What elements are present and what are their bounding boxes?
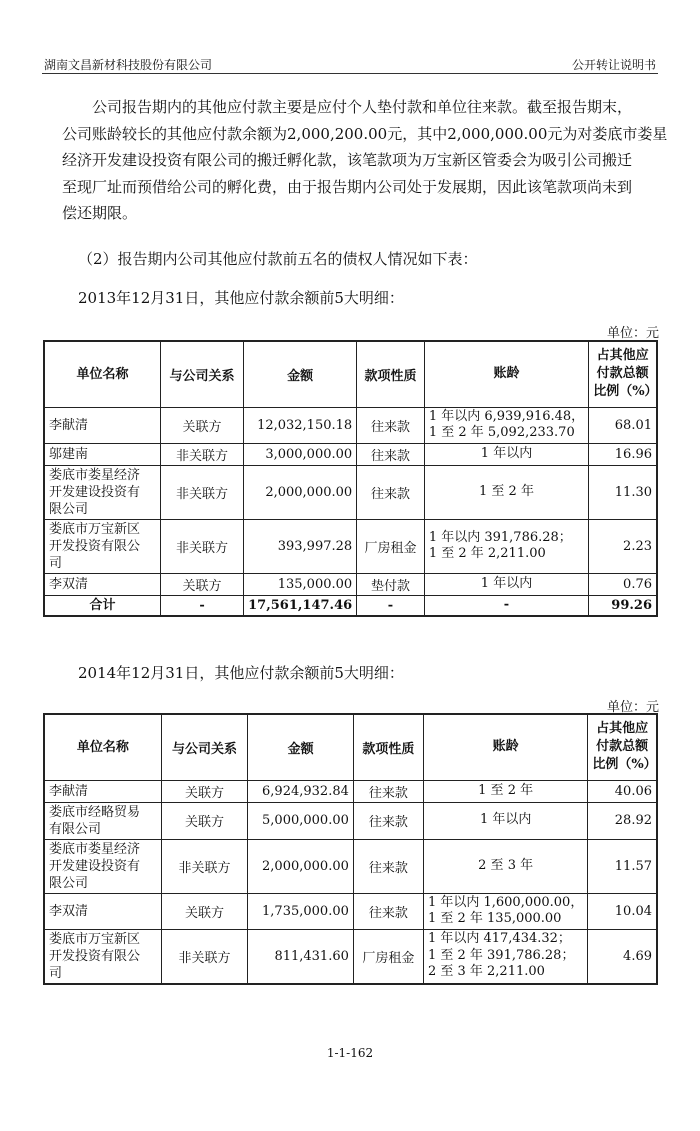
cell-pct: 0.76 bbox=[589, 573, 657, 595]
col-pct-line: 占其他应 bbox=[596, 721, 649, 737]
cell-type: 垫付款 bbox=[357, 573, 425, 595]
paragraph-1-line: 至现厂址而预借给公司的孵化费，由于报告期内公司处于发展期，因此该笔款项尚未到 bbox=[62, 177, 633, 196]
cell-name bbox=[44, 802, 161, 839]
paragraph-1 bbox=[62, 94, 668, 227]
total-row bbox=[44, 595, 657, 616]
cell-type: 往来款 bbox=[357, 443, 425, 465]
total-type: - bbox=[357, 595, 425, 616]
cell-relation: 非关联方 bbox=[160, 519, 243, 573]
header-doc-type: 公开转让说明书 bbox=[571, 58, 656, 72]
cell-name-line: 有限公司 bbox=[49, 821, 102, 837]
table-header-row bbox=[44, 714, 657, 780]
col-age: 账龄 bbox=[423, 714, 587, 780]
col-type: 款项性质 bbox=[357, 341, 425, 407]
cell-amount: 2,000,000.00 bbox=[244, 465, 357, 519]
cell-pct: 40.06 bbox=[588, 780, 657, 802]
table-row bbox=[44, 893, 657, 929]
cell-age-line: 1 年以内 391,786.28； bbox=[428, 529, 572, 545]
cell-age-line: 1 至 2 年 2,211.00 bbox=[428, 546, 546, 561]
cell-amount: 2,000,000.00 bbox=[248, 839, 354, 893]
cell-pct: 28.92 bbox=[588, 802, 657, 839]
cell-age bbox=[424, 465, 588, 519]
cell-name bbox=[44, 573, 160, 595]
cell-relation: 非关联方 bbox=[161, 929, 247, 984]
cell-type: 往来款 bbox=[357, 465, 425, 519]
cell-name-line: 邬建南 bbox=[49, 446, 89, 462]
cell-age-line: 1 至 2 年 391,786.28； bbox=[427, 947, 575, 963]
cell-type: 往来款 bbox=[353, 893, 423, 929]
cell-pct: 11.30 bbox=[589, 465, 657, 519]
col-pct-line: 比例（%） bbox=[592, 757, 657, 773]
cell-age bbox=[423, 802, 587, 839]
cell-name-line: 开发投资有限公 bbox=[49, 538, 141, 554]
cell-name bbox=[44, 407, 160, 443]
total-pct: 99.26 bbox=[589, 595, 657, 616]
table-row bbox=[44, 519, 657, 573]
cell-name-line: 娄底市娄星经济 bbox=[49, 841, 141, 857]
table-row bbox=[44, 839, 657, 893]
page-number: 1-1-162 bbox=[326, 1046, 374, 1060]
cell-name-line: 娄底市万宝新区 bbox=[49, 521, 141, 537]
cell-age bbox=[424, 573, 588, 595]
col-relation: 与公司关系 bbox=[161, 714, 247, 780]
table-2014 bbox=[43, 713, 658, 985]
col-age: 账龄 bbox=[424, 341, 588, 407]
cell-pct: 68.01 bbox=[589, 407, 657, 443]
cell-relation: 非关联方 bbox=[160, 465, 243, 519]
cell-amount: 6,924,932.84 bbox=[248, 780, 354, 802]
caption-2013: 2013年12月31日，其他应付款余额前5大明细： bbox=[78, 289, 404, 307]
cell-name bbox=[44, 519, 160, 573]
cell-amount: 135,000.00 bbox=[244, 573, 357, 595]
cell-name-line: 娄底市万宝新区 bbox=[49, 931, 141, 947]
unit-label-2013: 单位：元 bbox=[606, 326, 659, 341]
cell-age-line: 1 至 2 年 135,000.00 bbox=[427, 911, 562, 926]
col-amount: 金额 bbox=[248, 714, 354, 780]
cell-age bbox=[424, 443, 588, 465]
cell-name-line: 开发投资有限公 bbox=[49, 948, 141, 964]
cell-relation: 关联方 bbox=[161, 893, 247, 929]
cell-pct: 2.23 bbox=[589, 519, 657, 573]
cell-name bbox=[44, 465, 160, 519]
col-pct-line: 付款总额 bbox=[596, 366, 649, 382]
paragraph-1-line: 公司报告期内的其他应付款主要是应付个人垫付款和单位往来款。截至报告期末， bbox=[92, 98, 633, 116]
table-row bbox=[44, 929, 657, 984]
cell-name-line: 李双清 bbox=[49, 576, 89, 592]
cell-name-line: 娄底市娄星经济 bbox=[49, 467, 141, 483]
cell-relation: 关联方 bbox=[161, 780, 247, 802]
cell-relation: 关联方 bbox=[160, 407, 243, 443]
cell-name-line: 限公司 bbox=[49, 501, 89, 517]
cell-age bbox=[424, 519, 588, 573]
paragraph-1-line: 偿还期限。 bbox=[62, 204, 138, 222]
col-name: 单位名称 bbox=[44, 714, 161, 780]
unit-label-2014: 单位：元 bbox=[606, 700, 659, 715]
cell-type: 往来款 bbox=[353, 780, 423, 802]
table-header-row bbox=[44, 341, 657, 407]
table-row bbox=[44, 573, 657, 595]
cell-name-line: 李献清 bbox=[49, 783, 89, 799]
cell-age-line: 1 至 2 年 bbox=[478, 782, 534, 798]
header-company: 湖南文昌新材科技股份有限公司 bbox=[44, 58, 213, 72]
cell-name-line: 李献清 bbox=[49, 417, 89, 433]
col-amount: 金额 bbox=[244, 341, 357, 407]
cell-name bbox=[44, 893, 161, 929]
paragraph-2: （2）报告期内公司其他应付款前五名的债权人情况如下表： bbox=[78, 250, 478, 268]
cell-name-line: 李双清 bbox=[49, 903, 89, 919]
cell-name-line: 娄底市经略贸易 bbox=[49, 804, 141, 820]
cell-pct: 11.57 bbox=[588, 839, 657, 893]
table-row bbox=[44, 407, 657, 443]
cell-amount: 1,735,000.00 bbox=[248, 893, 354, 929]
cell-name-line: 限公司 bbox=[49, 875, 89, 891]
cell-name-line: 开发建设投资有 bbox=[49, 484, 141, 500]
cell-age-line: 1 年以内 417,434.32； bbox=[427, 931, 571, 947]
col-pct-line: 付款总额 bbox=[596, 739, 649, 755]
cell-age-line: 1 年以内 bbox=[480, 575, 533, 591]
caption-2014: 2014年12月31日，其他应付款余额前5大明细： bbox=[78, 664, 404, 682]
col-relation: 与公司关系 bbox=[160, 341, 243, 407]
cell-age-line: 1 年以内 bbox=[480, 445, 533, 461]
cell-name bbox=[44, 839, 161, 893]
cell-age-line: 1 至 2 年 bbox=[479, 483, 534, 499]
cell-pct: 16.96 bbox=[589, 443, 657, 465]
cell-relation: 非关联方 bbox=[160, 443, 243, 465]
col-type: 款项性质 bbox=[353, 714, 423, 780]
total-age: - bbox=[424, 595, 588, 616]
table-row bbox=[44, 780, 657, 802]
cell-amount: 393,997.28 bbox=[244, 519, 357, 573]
cell-age bbox=[423, 893, 587, 929]
cell-amount: 811,431.60 bbox=[248, 929, 354, 984]
cell-amount: 12,032,150.18 bbox=[244, 407, 357, 443]
total-relation: - bbox=[160, 595, 243, 616]
col-name: 单位名称 bbox=[44, 341, 160, 407]
cell-type: 厂房租金 bbox=[353, 929, 423, 984]
cell-age bbox=[423, 929, 587, 984]
cell-age-line: 1 至 2 年 5,092,233.70 bbox=[428, 425, 575, 440]
cell-type: 厂房租金 bbox=[357, 519, 425, 573]
cell-pct: 4.69 bbox=[588, 929, 657, 984]
cell-name-line: 司 bbox=[49, 965, 63, 981]
cell-name bbox=[44, 780, 161, 802]
cell-relation: 关联方 bbox=[160, 573, 243, 595]
paragraph-1-line: 公司账龄较长的其他应付款余额为2,000,200.00元，其中2,000,000.00元为对娄底市娄星 bbox=[62, 124, 668, 143]
cell-age-line: 1 年以内 bbox=[479, 812, 532, 828]
col-pct bbox=[589, 341, 657, 407]
cell-type: 往来款 bbox=[357, 407, 425, 443]
col-pct-line: 比例（%） bbox=[593, 384, 658, 400]
cell-age-line: 2 至 3 年 2,211.00 bbox=[427, 964, 545, 980]
total-label: 合计 bbox=[44, 595, 160, 616]
cell-amount: 3,000,000.00 bbox=[244, 443, 357, 465]
cell-type: 往来款 bbox=[353, 839, 423, 893]
total-amount: 17,561,147.46 bbox=[244, 595, 357, 616]
paragraph-1-line: 经济开发建设投资有限公司的搬迁孵化款，该笔款项为万宝新区管委会为吸引公司搬迁 bbox=[62, 151, 633, 169]
cell-amount: 5,000,000.00 bbox=[248, 802, 354, 839]
cell-name-line: 开发建设投资有 bbox=[49, 858, 141, 874]
cell-age-line: 2 至 3 年 bbox=[478, 857, 534, 873]
cell-name bbox=[44, 929, 161, 984]
cell-relation: 非关联方 bbox=[161, 839, 247, 893]
cell-relation: 关联方 bbox=[161, 802, 247, 839]
table-row bbox=[44, 802, 657, 839]
cell-name bbox=[44, 443, 160, 465]
table-2013 bbox=[43, 340, 658, 617]
page-header bbox=[42, 52, 658, 74]
cell-name-line: 司 bbox=[49, 555, 63, 571]
cell-age bbox=[423, 780, 587, 802]
col-pct bbox=[588, 714, 657, 780]
cell-age bbox=[423, 839, 587, 893]
table-row bbox=[44, 465, 657, 519]
cell-age-line: 1 年以内 1,600,000.00， bbox=[427, 894, 584, 910]
table-row bbox=[44, 443, 657, 465]
cell-type: 往来款 bbox=[353, 802, 423, 839]
col-pct-line: 占其他应 bbox=[596, 348, 649, 364]
cell-pct: 10.04 bbox=[588, 893, 657, 929]
cell-age-line: 1 年以内 6,939,916.48， bbox=[428, 408, 585, 424]
cell-age bbox=[424, 407, 588, 443]
